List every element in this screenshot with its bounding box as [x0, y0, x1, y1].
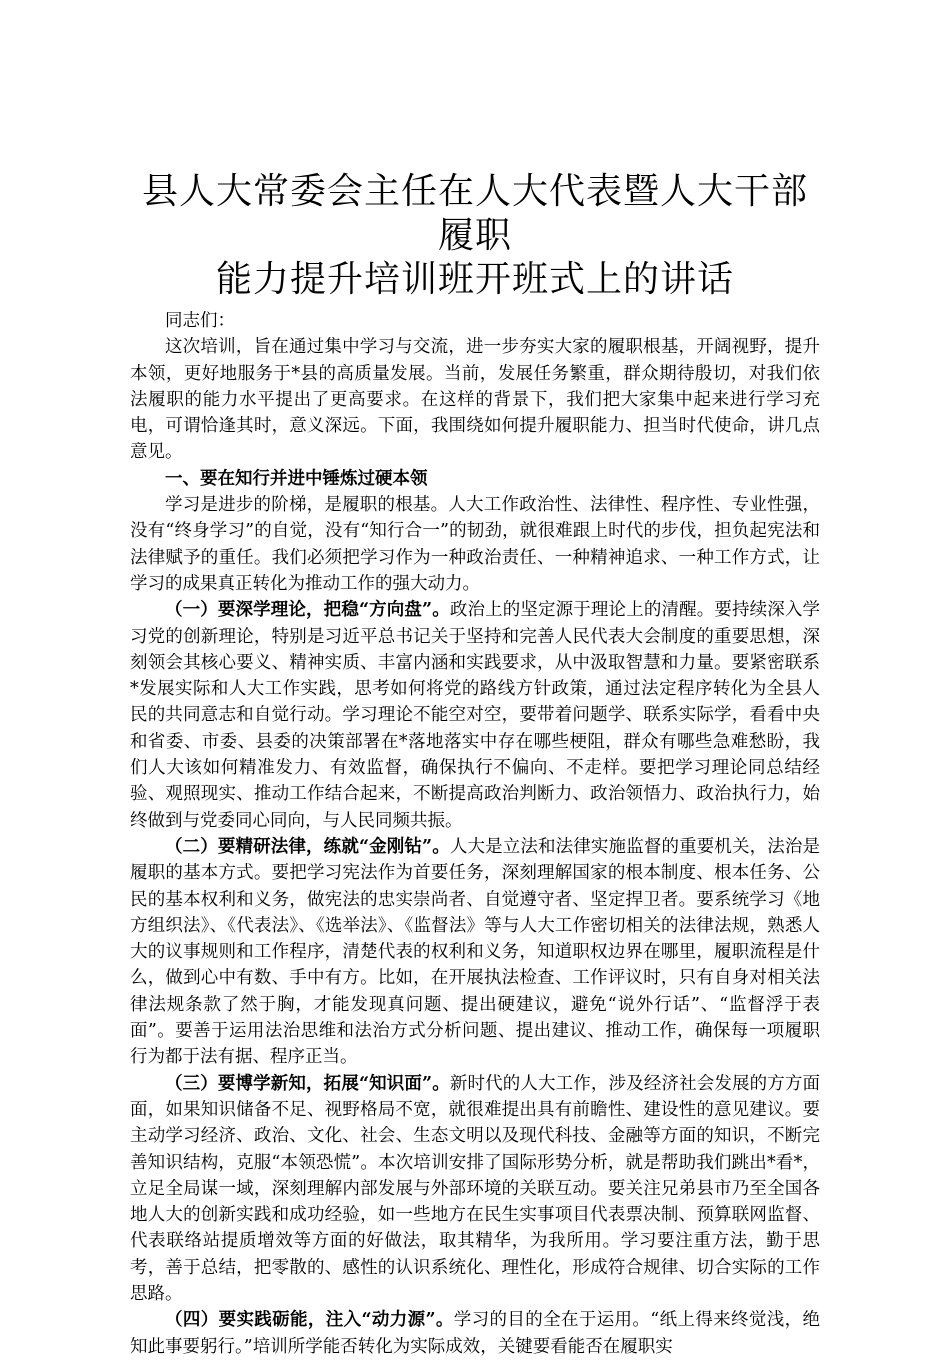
title-line-2: 能力提升培训班开班式上的讲话	[215, 259, 734, 300]
subsection-1-lead: （一）要深学理论，把稳“方向盘”。	[165, 600, 450, 621]
intro-paragraph: 这次培训，旨在通过集中学习与交流，进一步夯实大家的履职根基，开阔视野，提升本领，更好地服务于*县的高质量发展。当前，发展任务繁重，群众期待殷切，对我们依法履职的能力水平提出了更高要求。在这样的背景下，我们把大家集中起来进行学习充电，可谓恰逢其时，意义深远。下面，我围绕如何提升履职能力、担当时代使命，讲几点意见。	[130, 337, 820, 463]
document-title	[130, 170, 820, 302]
subsection-1-body: 政治上的坚定源于理论上的清醒。要持续深入学习党的创新理论，特别是习近平总书记关于坚持和完善人民代表大会制度的重要思想，深刻领会其核心要义、精神实质、丰富内涵和实践要求，从中汲取智慧和力量。要紧密联系*发展实际和人大工作实践，思考如何将党的路线方针政策，通过法定程序转化为全县人民的共同意志和自觉行动。学习理论不能空对空，要带着问题学、联系实际学，看看中央和省委、市委、县委的决策部署在*落地落实中存在哪些梗阻，群众有哪些急难愁盼，我们人大该如何精准发力、有效监督，确保执行不偏向、不走样。要把学习理论同总结经验、观照现实、推动工作结合起来，不断提高政治判断力、政治领悟力、政治执行力，始终做到与党委同心同向，与人民同频共振。	[130, 600, 821, 831]
subsection-3-lead: （三）要博学新知，拓展“知识面”。	[165, 1073, 450, 1094]
subsection-4-paragraph	[130, 1307, 820, 1360]
subsection-3-body: 新时代的人大工作，涉及经济社会发展的方方面面，如果知识储备不足、视野格局不宽，就很难提出具有前瞻性、建设性的意见建议。要主动学习经济、政治、文化、社会、生态文明以及现代科技、金融等方面的知识，不断完善知识结构，克服“本领恐慌”。本次培训安排了国际形势分析，就是帮助我们跳出*看*，立足全局谋一域，深刻理解内部发展与外部环境的关联互动。要关注兄弟县市乃至全国各地人大的创新实践和成功经验，如一些地方在民生实事项目代表票决制、预算联网监督、代表联络站提质增效等方面的好做法，取其精华，为我所用。学习要注重方法，勤于思考，善于总结，把零散的、感性的认识系统化、理性化，形成符合规律、切合实际的工作思路。	[130, 1073, 821, 1304]
subsection-2-lead: （二）要精研法律，练就“金刚钻”。	[165, 836, 450, 857]
section-1-paragraph: 学习是进步的阶梯，是履职的根基。人大工作政治性、法律性、程序性、专业性强，没有“终身学习”的自觉，没有“知行合一”的韧劲，就很难跟上时代的步伐，担负起宪法和法律赋予的重任。我们必须把学习作为一种政治责任、一种精神追求、一种工作方式，让学习的成果真正转化为推动工作的强大动力。	[130, 495, 820, 594]
subsection-2-paragraph	[130, 834, 820, 1071]
subsection-3-paragraph	[130, 1071, 820, 1308]
title-line-1: 县人大常委会主任在人大代表暨人大干部履职	[141, 171, 808, 256]
salutation: 同志们：	[165, 311, 235, 331]
section-1-heading: 一、要在知行并进中锤炼过硬本领	[165, 468, 428, 489]
subsection-4-lead: （四）要实践砺能，注入“动力源”。	[165, 1310, 454, 1331]
subsection-2-body: 人大是立法和法律实施监督的重要机关，法治是履职的基本方式。要把学习宪法作为首要任务，深刻理解国家的根本制度、根本任务、公民的基本权利和义务，做宪法的忠实崇尚者、自觉遵守者、坚定捍卫者。要系统学习《地方组织法》、《代表法》、《选举法》、《监督法》等与人大工作密切相关的法律法规，熟悉人大的议事规则和工作程序，清楚代表的权利和义务，知道职权边界在哪里，履职流程是什么，做到心中有数、手中有方。比如，在开展执法检查、工作评议时，只有自身对相关法律法规条款了然于胸，才能发现真问题、提出硬建议，避免“说外行话”、“监督浮于表面”。要善于运用法治思维和法治方式分析问题、提出建议、推动工作，确保每一项履职行为都于法有据、程序正当。	[130, 836, 821, 1068]
subsection-1-paragraph	[130, 597, 820, 834]
document-page	[130, 170, 820, 1360]
subsection-4-body: 学习的目的全在于运用。“纸上得来终觉浅，绝知此事要躬行。”培训所学能否转化为实际成效，关键要看能否在履职实	[130, 1310, 820, 1357]
